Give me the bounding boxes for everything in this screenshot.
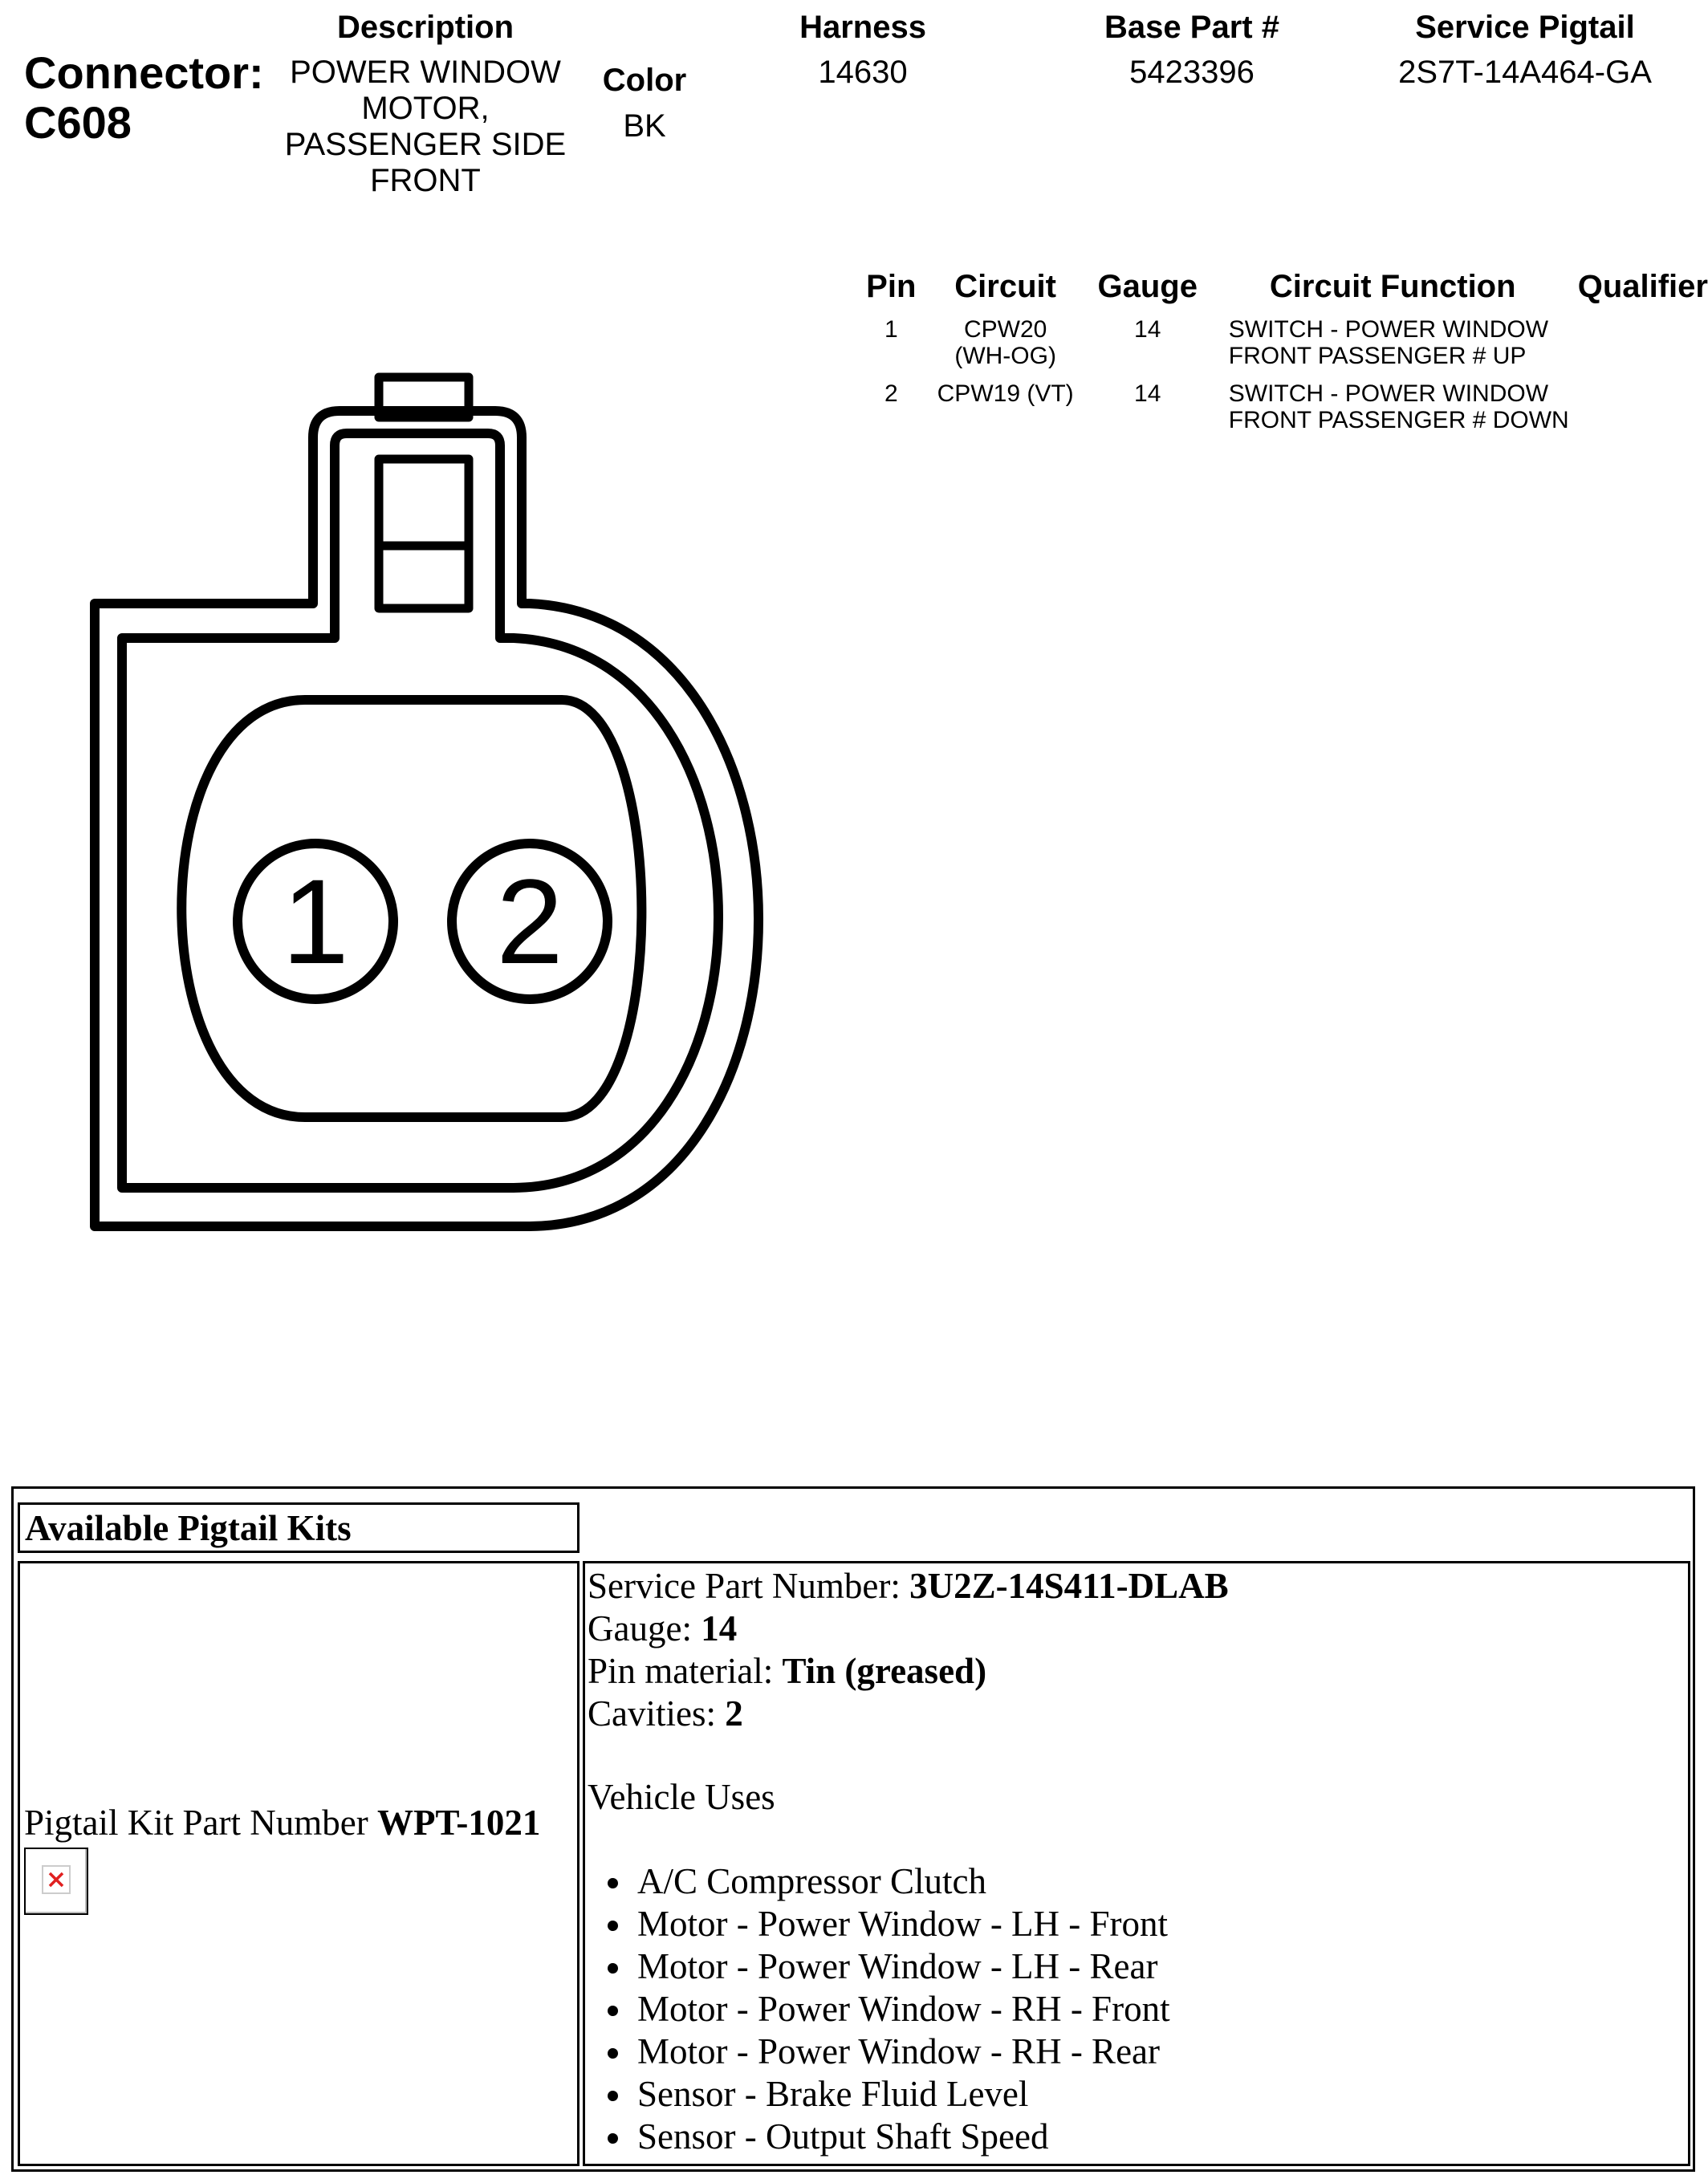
description-line: MOTOR, bbox=[361, 91, 490, 126]
pigtail-spec bbox=[588, 1565, 1229, 1735]
pin-number: 2 bbox=[884, 380, 898, 407]
list-item: • Sensor - Brake Fluid Level bbox=[634, 2073, 1170, 2116]
pin-1-label: 1 bbox=[282, 854, 349, 989]
color-header: Color bbox=[602, 63, 687, 98]
description-line: FRONT bbox=[370, 163, 481, 198]
pin-number: 1 bbox=[884, 316, 898, 343]
pin-material-label: Pin material: bbox=[588, 1651, 774, 1691]
description-value bbox=[265, 55, 586, 199]
cavities-row bbox=[588, 1693, 1229, 1735]
function-line: FRONT PASSENGER # DOWN bbox=[1228, 407, 1569, 433]
broken-image-icon bbox=[24, 1848, 88, 1915]
service-pigtail-header: Service Pigtail bbox=[1415, 10, 1635, 45]
cavities-value: 2 bbox=[725, 1693, 743, 1734]
gauge-column-header: Gauge bbox=[1097, 269, 1198, 304]
harness-value: 14630 bbox=[818, 55, 908, 90]
pin-material-row bbox=[588, 1650, 1229, 1693]
gauge-cell: 14 bbox=[1134, 380, 1161, 407]
qualifier-column-header: Qualifier bbox=[1577, 269, 1708, 304]
service-part-label: Service Part Number: bbox=[588, 1566, 901, 1606]
pin-column-header: Pin bbox=[866, 269, 917, 304]
list-item: • Motor - Power Window - LH - Front bbox=[634, 1903, 1170, 1945]
pigtail-kit-value: WPT-1021 bbox=[376, 1803, 541, 1843]
pigtail-kit-part-number bbox=[24, 1802, 540, 1844]
list-item: • Motor - Power Window - LH - Rear bbox=[634, 1945, 1170, 1988]
connector-face-diagram bbox=[80, 365, 771, 1248]
harness-header: Harness bbox=[799, 10, 926, 45]
connector-label: Connector: bbox=[24, 47, 264, 98]
service-part-value: 3U2Z-14S411-DLAB bbox=[909, 1566, 1229, 1606]
connector-title bbox=[24, 48, 264, 148]
base-part-header: Base Part # bbox=[1104, 10, 1279, 45]
circuit-cell bbox=[924, 380, 1088, 445]
function-line: FRONT PASSENGER # UP bbox=[1228, 343, 1527, 369]
circuit-cell bbox=[924, 316, 1088, 380]
table-row bbox=[859, 316, 1708, 380]
pigtail-kits-title: Available Pigtail Kits bbox=[18, 1502, 580, 1553]
description-line: POWER WINDOW bbox=[290, 55, 561, 90]
gauge-label: Gauge: bbox=[588, 1608, 692, 1648]
function-cell bbox=[1208, 316, 1578, 380]
list-item: • Sensor - Output Shaft Speed bbox=[634, 2116, 1170, 2158]
list-item: • Motor - Power Window - RH - Front bbox=[634, 1988, 1170, 2031]
latch-body bbox=[379, 459, 469, 608]
list-item: • Motor - Power Window - RH - Rear bbox=[634, 2031, 1170, 2073]
pigtail-kit-label: Pigtail Kit Part Number bbox=[24, 1803, 368, 1843]
pin-2-label: 2 bbox=[496, 854, 563, 989]
gauge-row bbox=[588, 1608, 1229, 1650]
vehicle-uses-title: Vehicle Uses bbox=[588, 1777, 775, 1817]
qualifier-cell bbox=[1578, 316, 1708, 380]
pin-material-value: Tin (greased) bbox=[782, 1651, 987, 1691]
function-cell bbox=[1208, 380, 1578, 445]
circuit-column-header: Circuit bbox=[954, 269, 1056, 304]
pin-table bbox=[859, 269, 1708, 445]
pin-table-header-row bbox=[859, 269, 1708, 316]
function-line: SWITCH - POWER WINDOW bbox=[1228, 316, 1549, 343]
circuit-line: CPW20 bbox=[963, 316, 1047, 343]
base-part-value: 5423396 bbox=[1129, 55, 1255, 90]
pin-cavity-outline bbox=[181, 700, 641, 1117]
qualifier-cell bbox=[1578, 380, 1708, 445]
function-column-header: Circuit Function bbox=[1269, 269, 1516, 304]
circuit-line: (WH-OG) bbox=[954, 343, 1056, 369]
cavities-label: Cavities: bbox=[588, 1693, 716, 1734]
pigtail-kit-cell bbox=[18, 1561, 580, 2166]
color-value: BK bbox=[623, 108, 666, 144]
function-line: SWITCH - POWER WINDOW bbox=[1228, 380, 1549, 407]
description-line: PASSENGER SIDE bbox=[284, 127, 567, 162]
circuit-line: CPW19 (VT) bbox=[937, 380, 1074, 407]
service-part-row bbox=[588, 1565, 1229, 1608]
gauge-value: 14 bbox=[701, 1608, 738, 1648]
description-header: Description bbox=[336, 10, 514, 45]
table-row bbox=[859, 380, 1708, 445]
connector-id: C608 bbox=[24, 97, 132, 148]
service-pigtail-value: 2S7T-14A464-GA bbox=[1398, 55, 1652, 90]
list-item: • A/C Compressor Clutch bbox=[634, 1860, 1170, 1903]
gauge-cell: 14 bbox=[1134, 316, 1161, 343]
vehicle-uses-list bbox=[586, 1860, 1170, 2158]
